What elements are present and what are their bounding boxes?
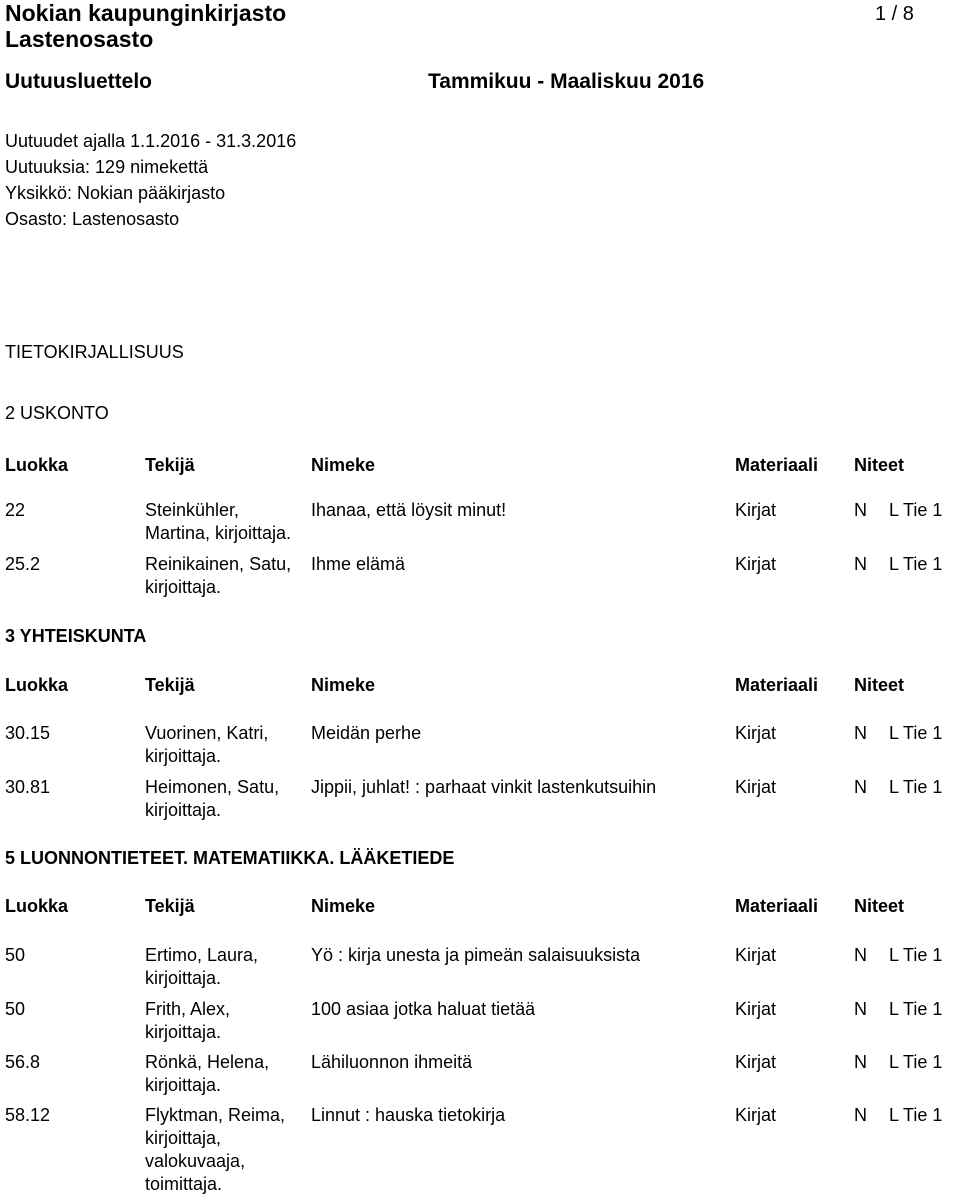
cell-materiaali: Kirjat: [735, 1105, 777, 1125]
period-title: Tammikuu - Maaliskuu 2016: [428, 70, 705, 93]
cell-tekija: Reinikainen, Satu, kirjoittaja.: [145, 554, 292, 597]
cell-n: N: [854, 945, 867, 965]
cell-materiaali: Kirjat: [735, 723, 777, 743]
cell-tekija: Frith, Alex, kirjoittaja.: [145, 999, 231, 1042]
info-dept: Osasto: Lastenosasto: [5, 209, 180, 229]
cell-nimeke: Ihanaa, että löysit minut!: [311, 500, 507, 520]
info-range: Uutuudet ajalla 1.1.2016 - 31.3.2016: [5, 131, 297, 151]
cell-nimeke: Meidän perhe: [311, 723, 422, 743]
cell-nimeke: Jippii, juhlat! : parhaat vinkit lastenkutsuihin: [311, 777, 657, 797]
cell-n: N: [854, 554, 867, 574]
cell-tekija: Ertimo, Laura, kirjoittaja.: [145, 945, 259, 988]
column-header-nimeke: Nimeke: [311, 675, 376, 695]
department-title: Lastenosasto: [5, 26, 154, 52]
column-header-luokka: Luokka: [5, 896, 69, 916]
column-header-niteet: Niteet: [854, 455, 905, 475]
section-heading: 3 YHTEISKUNTA: [5, 626, 147, 646]
cell-luokka: 56.8: [5, 1052, 41, 1072]
cell-luokka: 30.81: [5, 777, 51, 797]
cell-location: L Tie 1: [889, 1052, 943, 1072]
column-header-luokka: Luokka: [5, 455, 69, 475]
cell-materiaali: Kirjat: [735, 1052, 777, 1072]
cell-tekija: Flyktman, Reima, kirjoittaja, valokuvaaja, toimittaja.: [145, 1105, 286, 1194]
column-header-tekija: Tekijä: [145, 675, 195, 695]
section-heading: 5 LUONNONTIETEET. MATEMATIIKKA. LÄÄKETIEDE: [5, 848, 455, 868]
cell-location: L Tie 1: [889, 554, 943, 574]
cell-n: N: [854, 777, 867, 797]
cell-materiaali: Kirjat: [735, 999, 777, 1019]
cell-n: N: [854, 999, 867, 1019]
cell-location: L Tie 1: [889, 1105, 943, 1125]
cell-n: N: [854, 1052, 867, 1072]
cell-tekija: Vuorinen, Katri, kirjoittaja.: [145, 723, 269, 766]
cell-materiaali: Kirjat: [735, 500, 777, 520]
cell-tekija: Steinkühler, Martina, kirjoittaja.: [145, 500, 292, 543]
column-header-materiaali: Materiaali: [735, 455, 819, 475]
column-header-niteet: Niteet: [854, 896, 905, 916]
cell-n: N: [854, 1105, 867, 1125]
cell-materiaali: Kirjat: [735, 777, 777, 797]
cell-luokka: 58.12: [5, 1105, 51, 1125]
cell-nimeke: Yö : kirja unesta ja pimeän salaisuuksista: [311, 945, 641, 965]
cell-luokka: 22: [5, 500, 26, 520]
cell-location: L Tie 1: [889, 945, 943, 965]
cell-location: L Tie 1: [889, 999, 943, 1019]
section-heading: 2 USKONTO: [5, 403, 109, 423]
column-header-nimeke: Nimeke: [311, 455, 376, 475]
cell-tekija: Rönkä, Helena, kirjoittaja.: [145, 1052, 270, 1095]
cell-nimeke: Lähiluonnon ihmeitä: [311, 1052, 473, 1072]
column-header-tekija: Tekijä: [145, 896, 195, 916]
cell-luokka: 50: [5, 999, 26, 1019]
cell-nimeke: Ihme elämä: [311, 554, 406, 574]
column-header-materiaali: Materiaali: [735, 896, 819, 916]
page-number: 1 / 8: [875, 3, 914, 25]
cell-location: L Tie 1: [889, 723, 943, 743]
cell-materiaali: Kirjat: [735, 554, 777, 574]
column-header-luokka: Luokka: [5, 675, 69, 695]
list-title: Uutuusluettelo: [5, 70, 152, 93]
cell-luokka: 25.2: [5, 554, 41, 574]
category-heading: TIETOKIRJALLISUUS: [5, 342, 184, 362]
column-header-materiaali: Materiaali: [735, 675, 819, 695]
cell-nimeke: 100 asiaa jotka haluat tietää: [311, 999, 536, 1019]
info-count: Uutuuksia: 129 nimekettä: [5, 157, 209, 177]
cell-tekija: Heimonen, Satu, kirjoittaja.: [145, 777, 280, 820]
cell-nimeke: Linnut : hauska tietokirja: [311, 1105, 506, 1125]
column-header-tekija: Tekijä: [145, 455, 195, 475]
info-unit: Yksikkö: Nokian pääkirjasto: [5, 183, 226, 203]
cell-location: L Tie 1: [889, 500, 943, 520]
cell-n: N: [854, 723, 867, 743]
cell-materiaali: Kirjat: [735, 945, 777, 965]
library-name: Nokian kaupunginkirjasto: [5, 0, 287, 26]
column-header-niteet: Niteet: [854, 675, 905, 695]
cell-luokka: 50: [5, 945, 26, 965]
cell-luokka: 30.15: [5, 723, 51, 743]
cell-n: N: [854, 500, 867, 520]
cell-location: L Tie 1: [889, 777, 943, 797]
column-header-nimeke: Nimeke: [311, 896, 376, 916]
